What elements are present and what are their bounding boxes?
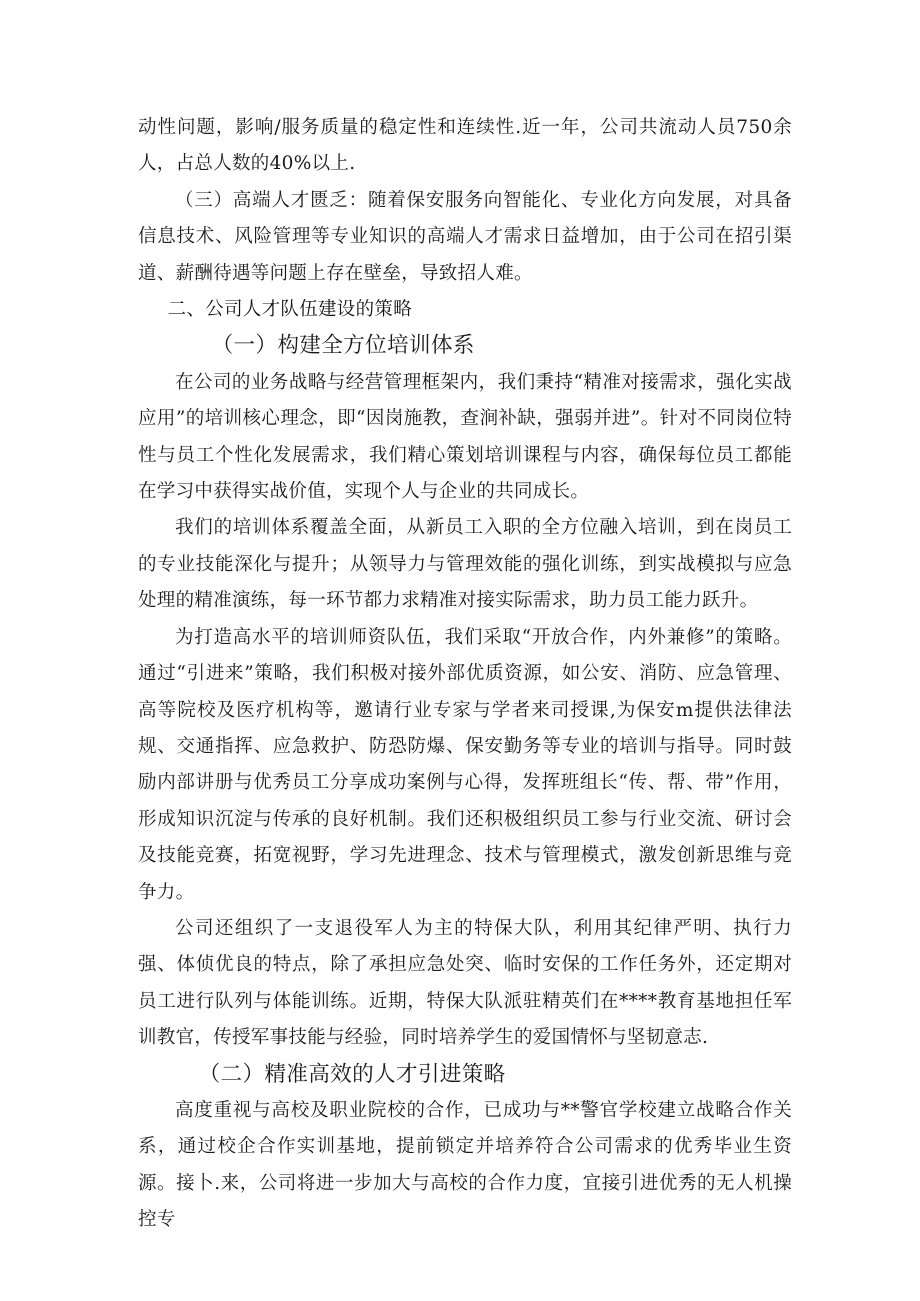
subsection-heading-training: （一）构建全方位培训体系 <box>211 333 475 359</box>
section-heading-strategy: 二、公司人才队伍建设的策略 <box>167 299 412 321</box>
paragraph-school-cooperation: 高度重视与高校及职业院校的合作，已成功与**警官学校建立战略合作关系，通过校企合作实训基地，提前锁定并培养符合公司需求的优秀毕业生资源。接卜.来，公司将进一步加大与高校的合作力度，宜接引进优秀的无人机操控专 <box>138 1099 792 1231</box>
paragraph-mobility-issue: 动性问题，影响/服务质量的稳定性和连续性.近一年，公司共流动人员750余人，占总人数的40%以上. <box>138 117 792 175</box>
paragraph-training-coverage: 我们的培训体系覆盖全面，从新员工入职的全方位融入培训，到在岗员工的专业技能深化与提升；从领导力与管理效能的强化训练，到实战模拟与应急处理的精准演练，每一环节都力求精准对接实际需求，助力员工能力跃升。 <box>138 517 792 612</box>
subsection-heading-recruitment: （二）精准高效的人才引进策略 <box>198 1061 506 1087</box>
paragraph-special-team: 公司还组织了一支退役军人为主的特保大队，利用其纪律严明、执行力强、体侦优良的特点，除了承担应急处突、临时安保的工作任务外，还定期对员工进行队列与体能训练。近期，特保大队派驻精英们在****教育基地担任军训教官，传授军事技能与经验，同时培养学生的爱国情怀与坚韧意志. <box>138 917 792 1049</box>
paragraph-trainer-team: 为打造高水平的培训师资队伍，我们采取“开放合作，内外兼修”的策略。通过“引进来”策略，我们积极对接外部优质资源，如公安、消防、应急管理、高等院校及医疗机构等，邀请行业专家与学者来司授课,为保安m提供法律法规、交通指挥、应急救护、防恐防爆、保安勤务等专业的培训与指导。同时鼓励内部讲册与优秀员工分享成功案例与心得，发挥班组长“传、帮、带”作用，形成知识沉淀与传承的良好机制。我们还积极组织员工参与行业交流、研讨会及技能竞赛，拓宽视野，学习先进理念、技术与管理模式，激发创新思维与竞争力。 <box>138 626 792 903</box>
document-body <box>138 110 792 1239</box>
paragraph-talent-shortage: （三）高端人才匮乏：随着保安服务向智能化、专业化方向发展，对具备信息技术、风险管理等专业知识的高端人才需求日益增加，由于公司在招引渠道、薪酬待遇等问题上存在壁垒，导致招人难。 <box>138 189 792 284</box>
paragraph-training-philosophy: 在公司的业务战略与经营管理框架内，我们秉持“精准对接需求，强化实战应用”的培训核心理念，即“因岗施教，查涧补缺，强弱并进”。针对不同岗位特性与员工个性化发展需求，我们精心策划培训课程与内容，确保每位员工都能在学习中获得实战价值，实现个人与企业的共同成长。 <box>138 371 792 503</box>
